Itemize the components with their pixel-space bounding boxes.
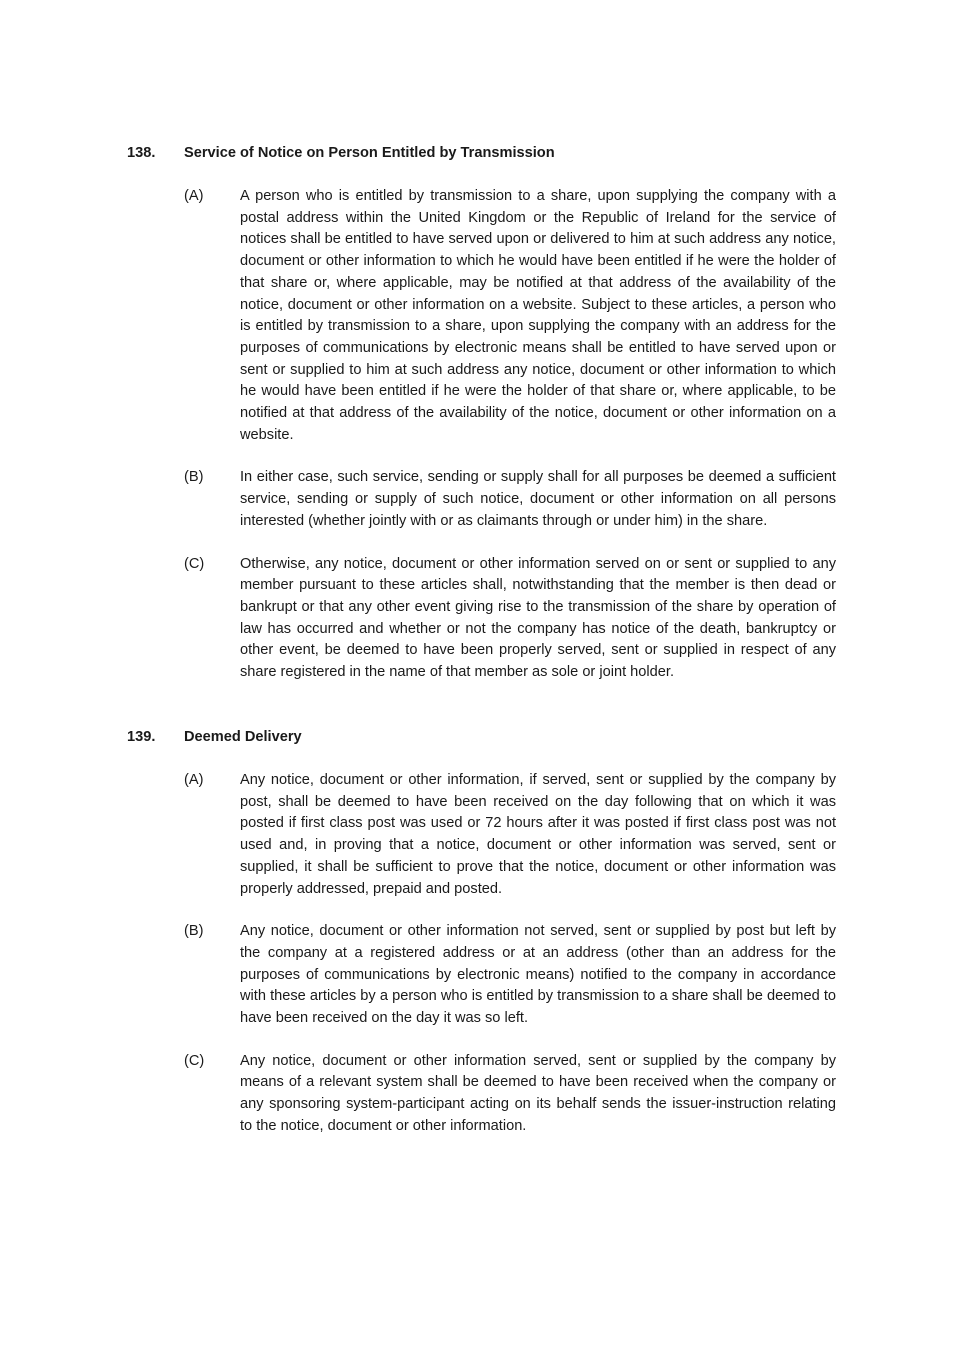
- section-number: 138.: [127, 145, 156, 161]
- section-heading: [0, 727, 965, 749]
- paragraph-a: [0, 770, 965, 900]
- paragraph-label: (A): [184, 188, 204, 204]
- paragraph-b: [0, 921, 965, 1030]
- paragraph-text: Any notice, document or other information served, sent or supplied by the company by means of a relevant system shall be deemed to have been received when the company or any sponsoring system-participant acting on its behalf sends the issuer-instruction relating to the notice, document or other information.: [240, 1052, 836, 1134]
- paragraph-text: Otherwise, any notice, document or other information served on or sent or supplied to any member pursuant to these articles shall, notwithstanding that the member is then dead or bankrupt or that any other event giving rise to the transmission of the share by operation of law has occurred and whether or not the company has notice of the death, bankruptcy or other event, be deemed to have been properly served, sent or supplied in respect of any share registered in the name of that member as sole or joint holder.: [240, 555, 836, 681]
- paragraph-a: [0, 186, 965, 446]
- paragraph-text: In either case, such service, sending or supply shall for all purposes be deemed a sufficient service, sending or supply of such notice, document or other information on all persons interested (whether jointly with or as claimants through or under him) in the share.: [240, 469, 836, 529]
- paragraph-text: Any notice, document or other information, if served, sent or supplied by the company by post, shall be deemed to have been received on the day following that on which it was posted if first class post was used or 72 hours after it was posted if first class post was not used and, in proving that a notice, document or other information was served, sent or supplied, it shall be sufficient to prove that the notice, document or other information was properly addressed, prepaid and posted.: [240, 772, 836, 897]
- section-number: 139.: [127, 729, 156, 745]
- section-heading: [0, 143, 965, 165]
- paragraph-c: [0, 1051, 965, 1138]
- paragraph-label: (A): [184, 772, 204, 788]
- paragraph-c: [0, 554, 965, 684]
- paragraph-b: [0, 467, 965, 532]
- section-139: [0, 727, 965, 1138]
- paragraph-label: (B): [184, 923, 204, 940]
- section-title: Service of Notice on Person Entitled by Transmission: [184, 145, 555, 161]
- paragraph-label: (B): [184, 469, 204, 486]
- paragraph-text: Any notice, document or other information not served, sent or supplied by post but left by the company at a registered address or at an address (other than an address for the purposes of communications by electronic means) notified to the company in accordance with these articles by a person who is entitled by transmission to a share shall be deemed to have been received on the day it was so left.: [240, 923, 836, 1027]
- paragraph-text: A person who is entitled by transmission to a share, upon supplying the company with a postal address within the United Kingdom or the Republic of Ireland for the service of notices shall be entitled to have served upon or delivered to him at such address any notice, document or other information to which he would have been entitled if he were the holder of that share or, where applicable, may be notified at that address of the availability of the notice, document or other information on a website. Subject to these articles, a person who is entitled by transmission to a share, upon supplying the company with an address for the purposes of communications by electronic means shall be entitled to have served upon or sent or supplied to him at such address any notice, document or other information to which he would have been entitled if he were the holder of that share or, where applicable, to be notified at that address of the availability of the notice, document or other information on a website.: [240, 188, 836, 443]
- section-title: Deemed Delivery: [184, 729, 302, 745]
- paragraph-label: (C): [184, 1052, 205, 1069]
- section-138: [0, 143, 965, 684]
- paragraph-label: (C): [184, 555, 205, 572]
